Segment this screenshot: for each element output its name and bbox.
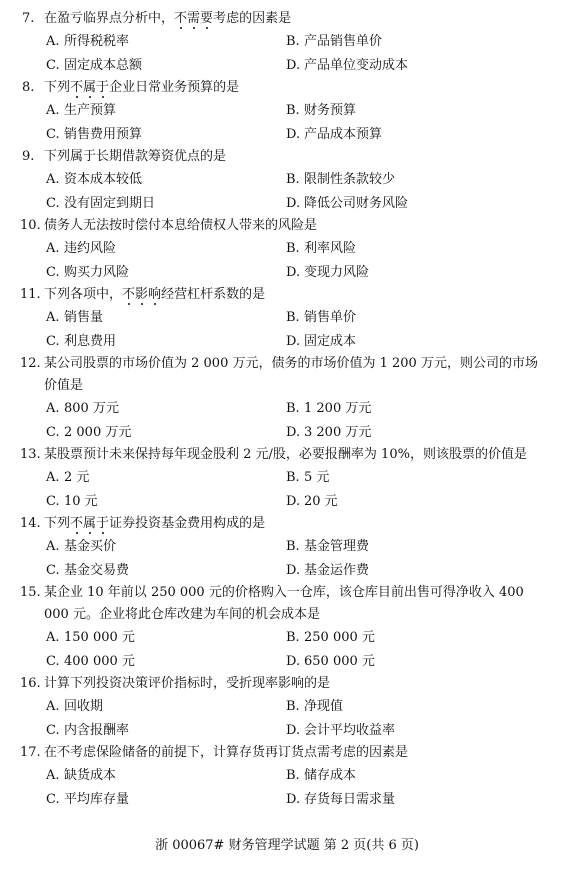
option-letter: A.: [46, 172, 60, 187]
answer-option: [46, 123, 286, 147]
option-text: 利率风险: [304, 241, 357, 256]
option-text: 2 000 万元: [64, 424, 132, 440]
option-letter: D.: [286, 333, 301, 349]
answer-option: [46, 490, 286, 514]
option-text: 利息费用: [64, 333, 117, 349]
option-letter: A.: [46, 470, 60, 485]
answer-option: [46, 764, 286, 788]
question-text-emphasis: 不属于: [70, 80, 110, 95]
option-letter: A.: [46, 103, 60, 118]
question-item: [0, 77, 574, 146]
option-letter: D.: [286, 722, 301, 738]
page-footer: 浙 00067# 财务管理学试题 第 2 页(共 6 页): [155, 838, 419, 853]
question-text: [44, 215, 544, 237]
option-grid: [0, 168, 574, 215]
answer-option: [46, 650, 286, 674]
question-item: [0, 284, 574, 353]
option-letter: A.: [46, 699, 60, 714]
question-number: 12.: [20, 356, 41, 371]
question-text: [44, 582, 544, 626]
option-letter: B.: [286, 539, 300, 554]
question-item: [0, 353, 574, 444]
option-letter: A.: [46, 310, 60, 325]
answer-option: [286, 626, 526, 650]
option-text: 平均库存量: [64, 791, 130, 807]
answer-option: [286, 123, 526, 147]
question-item: [0, 742, 574, 811]
option-letter: B.: [286, 103, 300, 118]
question-stem: [0, 284, 574, 306]
option-grid: [0, 306, 574, 353]
option-letter: D.: [286, 195, 301, 211]
option-text: 400 000 元: [64, 653, 135, 669]
option-text: 销售量: [64, 310, 104, 325]
option-text: 基金管理费: [304, 539, 370, 554]
answer-option: [286, 99, 526, 123]
option-letter: B.: [286, 768, 300, 783]
option-text: 2 元: [64, 470, 90, 485]
question-text-post: 经营杠杆系数的是: [161, 287, 266, 302]
question-text-pre: 某股票预计未来保持每年现金股利 2 元/股，必要报酬率为 10%，则该股票的价值是: [44, 447, 527, 462]
answer-option: [46, 695, 286, 719]
answer-option: [286, 168, 526, 192]
question-text: [44, 513, 544, 535]
option-letter: D.: [286, 57, 301, 73]
option-text: 资本成本较低: [64, 172, 143, 187]
option-letter: C.: [46, 791, 60, 807]
question-text-post: 证券投资基金费用构成的是: [109, 516, 266, 531]
answer-option: [46, 261, 286, 285]
option-letter: B.: [286, 401, 300, 416]
option-letter: A.: [46, 539, 60, 554]
question-item: [0, 513, 574, 582]
option-letter: A.: [46, 630, 60, 645]
option-letter: C.: [46, 722, 60, 738]
question-text: [44, 444, 544, 466]
option-text: 5 元: [304, 470, 330, 485]
answer-option: [46, 237, 286, 261]
option-text: 变现力风险: [304, 264, 370, 280]
answer-option: [46, 626, 286, 650]
option-letter: B.: [286, 310, 300, 325]
question-text-post: 考虑的因素是: [213, 11, 292, 26]
question-text-pre: 下列属于长期借款筹资优点的是: [44, 149, 227, 164]
option-text: 基金运作费: [304, 562, 370, 578]
option-letter: D.: [286, 791, 301, 807]
option-grid: [0, 397, 574, 444]
option-letter: C.: [46, 264, 60, 280]
option-grid: [0, 99, 574, 146]
question-text-emphasis: 不需要: [174, 11, 214, 26]
answer-option: [286, 764, 526, 788]
answer-option: [286, 30, 526, 54]
question-text: [44, 284, 544, 306]
answer-option: [46, 466, 286, 490]
question-text-pre: 下列各项中，: [44, 287, 123, 302]
question-stem: [0, 353, 574, 397]
option-grid: [0, 237, 574, 284]
answer-option: [46, 168, 286, 192]
answer-option: [286, 330, 526, 354]
option-text: 销售单价: [304, 310, 357, 325]
question-text-emphasis: 不影响: [122, 287, 162, 302]
answer-option: [46, 192, 286, 216]
option-text: 固定成本: [304, 333, 357, 349]
answer-option: [46, 559, 286, 583]
option-letter: A.: [46, 768, 60, 783]
option-letter: C.: [46, 493, 60, 509]
question-number: 15.: [20, 585, 41, 600]
option-letter: D.: [286, 653, 301, 669]
question-item: [0, 146, 574, 215]
question-stem: [0, 444, 574, 466]
question-text-pre: 在盈亏临界点分析中，: [44, 11, 175, 26]
question-text-pre: 某公司股票的市场价值为 2 000 万元，债务的市场价值为 1 200 万元，则公司的市场价值是: [44, 356, 538, 393]
option-letter: C.: [46, 333, 60, 349]
answer-option: [286, 535, 526, 559]
option-text: 违约风险: [64, 241, 117, 256]
question-item: [0, 673, 574, 742]
option-text: 基金交易费: [64, 562, 130, 578]
option-text: 存货每日需求量: [304, 791, 396, 807]
option-text: 800 万元: [64, 401, 119, 416]
answer-option: [286, 421, 526, 445]
option-text: 基金买价: [64, 539, 117, 554]
answer-option: [286, 397, 526, 421]
question-stem: [0, 215, 574, 237]
option-grid: [0, 535, 574, 582]
option-text: 缺货成本: [64, 768, 117, 783]
option-grid: [0, 764, 574, 811]
option-text: 储存成本: [304, 768, 357, 783]
answer-option: [46, 54, 286, 78]
question-text-emphasis: 不属于: [70, 516, 110, 531]
question-number: 13.: [20, 447, 41, 462]
question-number: 7.: [22, 11, 35, 26]
option-text: 产品单位变动成本: [304, 57, 409, 73]
question-text-pre: 下列: [44, 516, 71, 531]
option-letter: B.: [286, 34, 300, 49]
option-grid: [0, 695, 574, 742]
answer-option: [46, 719, 286, 743]
question-stem: [0, 8, 574, 30]
answer-option: [286, 466, 526, 490]
option-letter: A.: [46, 401, 60, 416]
answer-option: [46, 397, 286, 421]
question-stem: [0, 146, 574, 168]
option-text: 固定成本总额: [64, 57, 143, 73]
option-letter: B.: [286, 172, 300, 187]
option-letter: B.: [286, 241, 300, 256]
option-letter: C.: [46, 424, 60, 440]
question-number: 9.: [22, 149, 35, 164]
option-letter: A.: [46, 241, 60, 256]
question-item: [0, 582, 574, 673]
option-text: 650 000 元: [304, 653, 375, 669]
question-text: [44, 77, 544, 99]
question-number: 11.: [20, 287, 41, 302]
option-text: 降低公司财务风险: [304, 195, 409, 211]
answer-option: [286, 719, 526, 743]
answer-option: [46, 421, 286, 445]
question-text: [44, 8, 544, 30]
answer-option: [286, 788, 526, 812]
option-text: 1 200 万元: [304, 401, 372, 416]
question-text: [44, 742, 544, 764]
option-text: 回收期: [64, 699, 104, 714]
answer-option: [286, 54, 526, 78]
option-letter: D.: [286, 424, 301, 440]
question-number: 10.: [20, 218, 41, 233]
option-text: 财务预算: [304, 103, 357, 118]
answer-option: [46, 330, 286, 354]
answer-option: [286, 192, 526, 216]
answer-option: [286, 490, 526, 514]
option-text: 250 000 元: [304, 630, 375, 645]
answer-option: [286, 559, 526, 583]
option-text: 产品成本预算: [304, 126, 383, 142]
answer-option: [286, 695, 526, 719]
question-number: 8.: [22, 80, 35, 95]
question-stem: [0, 742, 574, 764]
option-text: 销售费用预算: [64, 126, 143, 142]
option-letter: D.: [286, 264, 301, 280]
option-letter: D.: [286, 493, 301, 509]
option-text: 购买力风险: [64, 264, 130, 280]
question-text-pre: 债务人无法按时偿付本息给债权人带来的风险是: [44, 218, 318, 233]
option-letter: B.: [286, 470, 300, 485]
question-item: [0, 215, 574, 284]
option-text: 20 元: [304, 493, 338, 509]
option-letter: C.: [46, 126, 60, 142]
answer-option: [46, 99, 286, 123]
option-text: 没有固定到期日: [64, 195, 156, 211]
question-text: [44, 353, 544, 397]
option-text: 内含报酬率: [64, 722, 130, 738]
option-letter: D.: [286, 562, 301, 578]
option-text: 会计平均收益率: [304, 722, 396, 738]
question-number: 17.: [20, 745, 41, 760]
answer-option: [46, 535, 286, 559]
answer-option: [46, 306, 286, 330]
question-text-pre: 在不考虑保险储备的前提下，计算存货再订货点需考虑的因素是: [44, 745, 409, 760]
question-list: [0, 8, 574, 811]
answer-option: [286, 261, 526, 285]
option-letter: C.: [46, 562, 60, 578]
question-number: 16.: [20, 676, 41, 691]
option-text: 净现值: [304, 699, 344, 714]
option-letter: B.: [286, 699, 300, 714]
question-number: 14.: [20, 516, 41, 531]
option-letter: C.: [46, 653, 60, 669]
question-stem: [0, 77, 574, 99]
option-letter: C.: [46, 57, 60, 73]
question-stem: [0, 582, 574, 626]
question-stem: [0, 513, 574, 535]
question-text: [44, 146, 544, 168]
option-letter: C.: [46, 195, 60, 211]
answer-option: [286, 306, 526, 330]
option-text: 限制性条款较少: [304, 172, 396, 187]
option-text: 150 000 元: [64, 630, 135, 645]
question-text-pre: 下列: [44, 80, 71, 95]
answer-option: [286, 237, 526, 261]
option-grid: [0, 30, 574, 77]
question-text-pre: 某企业 10 年前以 250 000 元的价格购入一仓库，该仓库目前出售可得净收入 400 000 元。企业将此仓库改建为车间的机会成本是: [44, 585, 524, 622]
question-text-post: 企业日常业务预算的是: [109, 80, 240, 95]
question-item: [0, 8, 574, 77]
option-text: 3 200 万元: [304, 424, 372, 440]
question-stem: [0, 673, 574, 695]
answer-option: [46, 30, 286, 54]
option-grid: [0, 466, 574, 513]
question-text-pre: 计算下列投资决策评价指标时，受折现率影响的是: [44, 676, 331, 691]
answer-option: [286, 650, 526, 674]
option-grid: [0, 626, 574, 673]
question-text: [44, 673, 544, 695]
answer-option: [46, 788, 286, 812]
question-item: [0, 444, 574, 513]
option-text: 所得税税率: [64, 34, 130, 49]
option-letter: B.: [286, 630, 300, 645]
option-letter: D.: [286, 126, 301, 142]
option-text: 10 元: [64, 493, 98, 509]
option-text: 产品销售单价: [304, 34, 383, 49]
option-text: 生产预算: [64, 103, 117, 118]
option-letter: A.: [46, 34, 60, 49]
